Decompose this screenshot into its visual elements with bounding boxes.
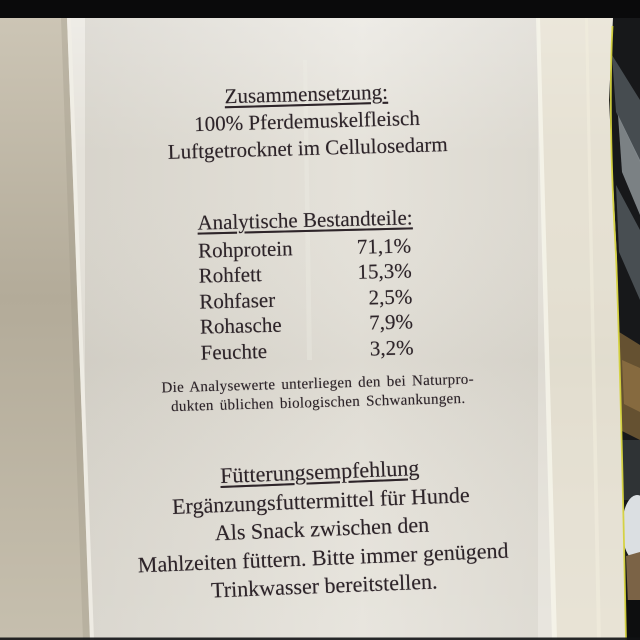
analysis-value: 2,5% (368, 283, 413, 309)
feeding-line: Trinkwasser bereitstellen. (210, 568, 438, 603)
analysis-term: Rohasche (199, 312, 282, 339)
analysis-value: 15,3% (357, 258, 412, 284)
composition-heading: Zusammensetzung: (224, 79, 389, 109)
analysis-value: 71,1% (356, 232, 412, 259)
note-line: dukten üblichen biologischen Schwankungen. (170, 390, 466, 415)
feeding-line: Ergänzungsfuttermittel für Hunde (171, 481, 471, 519)
analysis-value: 7,9% (368, 309, 414, 335)
analysis-note (136, 370, 501, 418)
analysis-heading: Analytische Bestandteile: (197, 205, 413, 235)
feeding-line: Mahlzeiten füttern. Bitte immer genügend (137, 537, 509, 578)
analysis-term: Feuchte (200, 338, 268, 365)
analysis-term: Rohfaser (199, 287, 276, 314)
composition-section (155, 77, 459, 166)
composition-line: Luftgetrocknet im Cellulosedarm (167, 132, 448, 164)
analysis-term: Rohfett (198, 262, 263, 288)
analysis-term: Rohprotein (197, 235, 293, 263)
analysis-value: 3,2% (369, 334, 414, 360)
feeding-line: Als Snack zwischen den (214, 511, 430, 546)
analysis-section (197, 205, 414, 365)
feeding-heading: Fütterungsempfehlung (219, 455, 420, 489)
note-line: Die Analysewerte unterliegen den bei Naturpro- (161, 371, 475, 397)
analysis-row (200, 335, 414, 366)
composition-line: 100% Pferdemuskelfleisch (193, 105, 421, 137)
feeding-section (107, 450, 536, 610)
